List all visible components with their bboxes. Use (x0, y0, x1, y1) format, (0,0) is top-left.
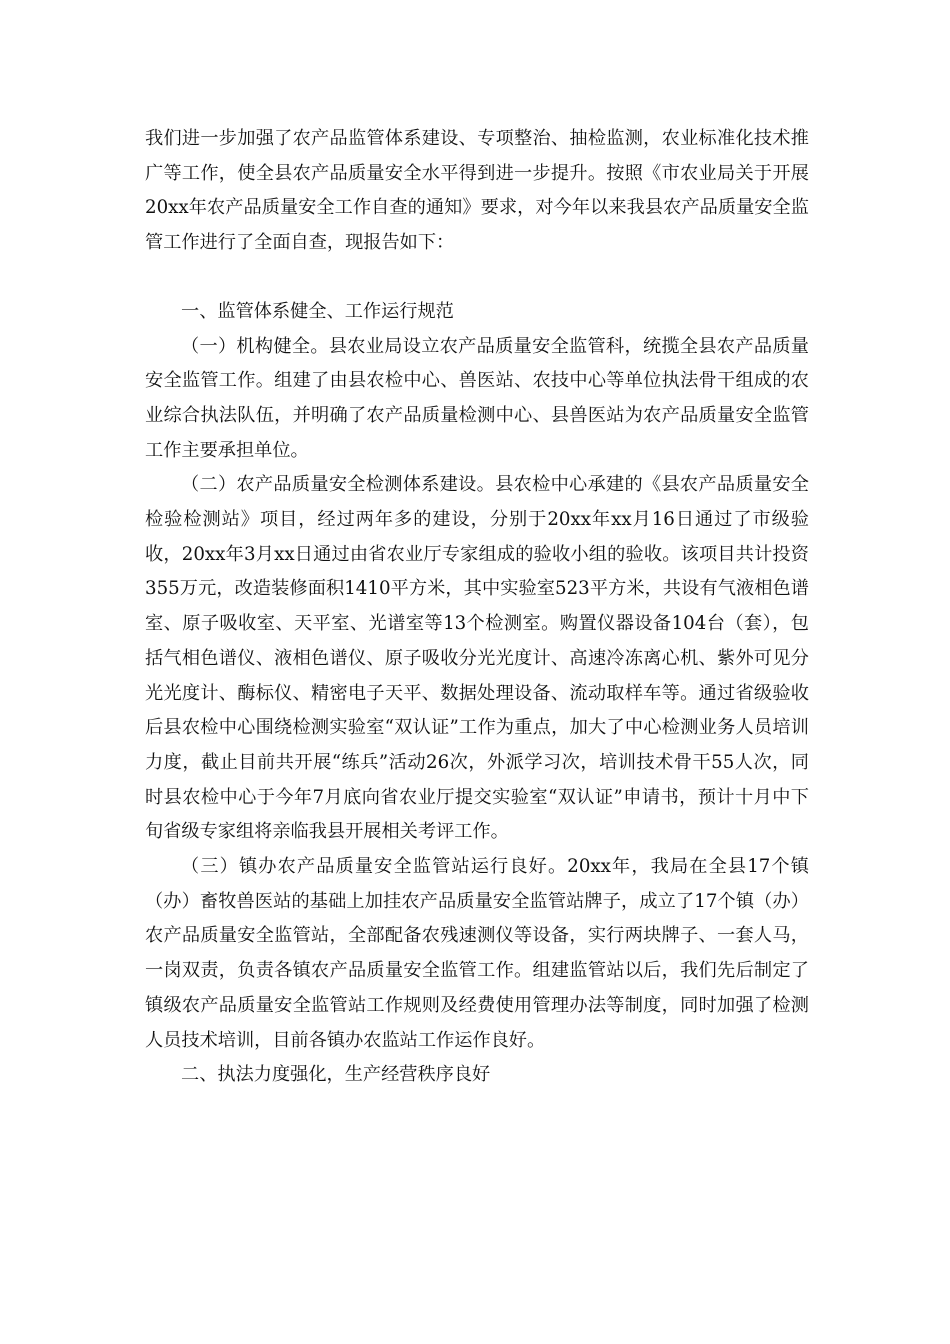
section-heading-1: 一、监管体系健全、工作运行规范 (181, 300, 454, 322)
paragraph-institution: （一）机构健全。县农业局设立农产品质量安全监管科，统揽全县农产品质量安全监管工作。组建了由县农检中心、兽医站、农技中心等单位执法骨干组成的农业综合执法队伍，并明确了农产品质量检测中心、县兽医站为农产品质量安全监管工作主要承担单位。 (145, 335, 809, 461)
paragraph-gap (145, 261, 809, 295)
paragraph-town-stations: （三）镇办农产品质量安全监管站运行良好。20xx年，我局在全县17个镇（办）畜牧兽医站的基础上加挂农产品质量安全监管站牌子，成立了17个镇（办）农产品质量安全监管站，全部配备农残速测仪等设备，实行两块牌子、一套人马，一岗双责，负责各镇农产品质量安全监管工作。组建监管站以后，我们先后制定了镇级农产品质量安全监管站工作规则及经费使用管理办法等制度，同时加强了检测人员技术培训，目前各镇办农监站工作运作良好。 (145, 856, 809, 1051)
intro-paragraph: 我们进一步加强了农产品监管体系建设、专项整治、抽检监测，农业标准化技术推广等工作，使全县农产品质量安全水平得到进一步提升。按照《市农业局关于开展20xx年农产品质量安全工作自查的通知》要求，对今年以来我县农产品质量安全监管工作进行了全面自查，现报告如下： (145, 128, 809, 254)
paragraph-testing-system: （二）农产品质量安全检测体系建设。县农检中心承建的《县农产品质量安全检验检测站》项目，经过两年多的建设，分别于20xx年xx月16日通过了市级验收，20xx年3月xx日通过由省农业厅专家组成的验收小组的验收。该项目共计投资355万元，改造装修面积1410平方米，其中实验室523平方米，共设有气液相色谱室、原子吸收室、天平室、光谱室等13个检测室。购置仪器设备104台（套），包括气相色谱仪、液相色谱仪、原子吸收分光光度计、高速冷冻离心机、紫外可见分光光度计、酶标仪、精密电子天平、数据处理设备、流动取样车等。通过省级验收后县农检中心围绕检测实验室“双认证”工作为重点，加大了中心检测业务人员培训力度，截止目前共开展“练兵”活动26次，外派学习次，培训技术骨干55人次，同时县农检中心于今年7月底向省农业厅提交实验室“双认证”申请书，预计十月中下旬省级专家组将亲临我县开展相关考评工作。 (145, 474, 809, 843)
document-body (145, 122, 809, 1093)
section-heading-2: 二、执法力度强化，生产经营秩序良好 (181, 1064, 491, 1086)
